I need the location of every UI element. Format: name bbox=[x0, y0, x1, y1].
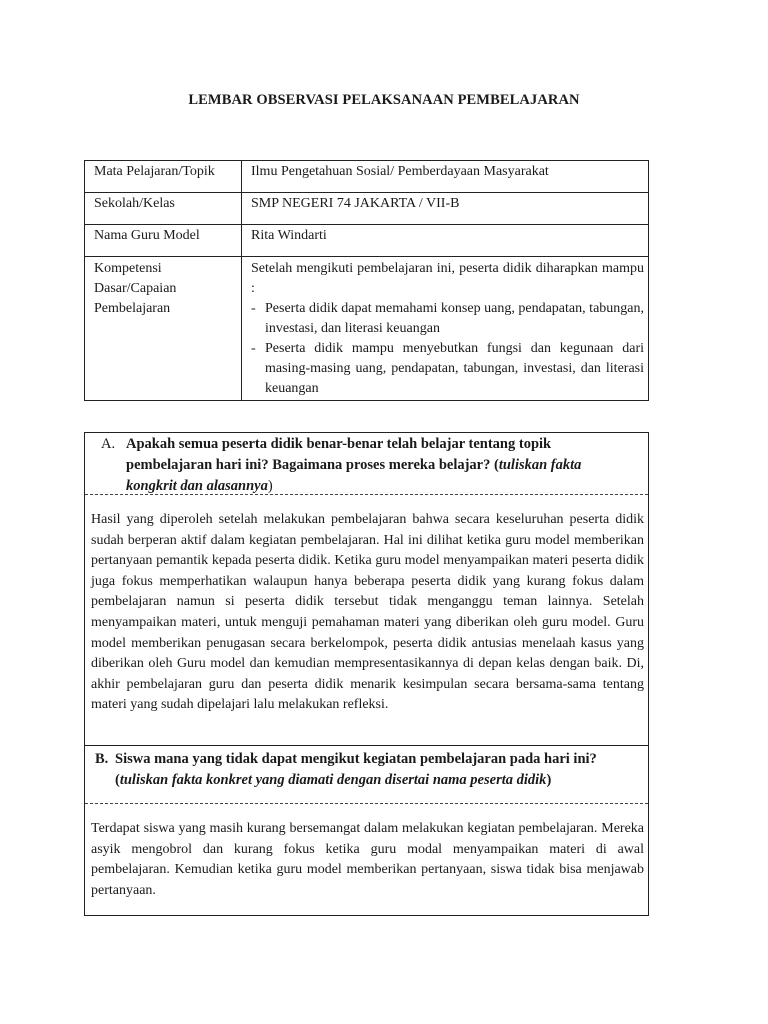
teacher-label: Nama Guru Model bbox=[85, 225, 242, 257]
section-a-question-hint: tuliskan fakta kongkrit dan alasannya bbox=[126, 457, 582, 494]
bullet-marker: - bbox=[251, 301, 256, 316]
bullet-text: Peserta didik dapat memahami konsep uang, pendapatan, tabungan, investasi, dan literasi keuangan bbox=[265, 301, 644, 336]
competency-label-line: Dasar/Capaian bbox=[94, 281, 177, 296]
competency-intro: Setelah mengikuti pembelajaran ini, peserta didik diharapkan mampu : bbox=[251, 261, 644, 296]
teacher-value: Rita Windarti bbox=[242, 225, 649, 257]
section-b-question bbox=[85, 746, 648, 803]
table-row bbox=[85, 257, 649, 401]
school-class-label: Sekolah/Kelas bbox=[85, 193, 242, 225]
page-title: LEMBAR OBSERVASI PELAKSANAAN PEMBELAJARAN bbox=[188, 92, 580, 108]
info-table bbox=[84, 160, 649, 401]
subject-label: Mata Pelajaran/Topik bbox=[85, 161, 242, 193]
section-b bbox=[84, 746, 649, 916]
competency-label-line: Pembelajaran bbox=[94, 301, 171, 316]
section-a bbox=[84, 432, 649, 746]
section-a-number: A. bbox=[101, 436, 116, 452]
bullet-marker: - bbox=[251, 341, 256, 356]
section-b-question-close: ) bbox=[546, 772, 552, 788]
competency-bullet bbox=[251, 339, 644, 399]
section-b-question-text: Siswa mana yang tidak dapat mengikut kegiatan pembelajaran pada hari ini? ( bbox=[115, 751, 597, 788]
section-a-question bbox=[85, 433, 648, 494]
section-a-question-close: ) bbox=[267, 478, 273, 494]
table-row bbox=[85, 161, 649, 193]
section-b-question-hint: tuliskan fakta konkret yang diamati dengan disertai nama peserta didik bbox=[119, 772, 547, 788]
competency-value bbox=[242, 257, 649, 401]
section-a-question-text: Apakah semua peserta didik benar-benar telah belajar tentang topik pembelajaran hari ini? Bagaimana proses mereka belajar? ( bbox=[126, 436, 552, 473]
table-row bbox=[85, 193, 649, 225]
competency-label-line: Kompetensi bbox=[94, 261, 162, 276]
school-class-value: SMP NEGERI 74 JAKARTA / VII-B bbox=[242, 193, 649, 225]
bullet-text: Peserta didik mampu menyebutkan fungsi dan kegunaan dari masing-masing uang, pendapatan, tabungan, investasi, dan literasi keuangan bbox=[265, 341, 644, 396]
section-b-answer: Terdapat siswa yang masih kurang bersemangat dalam melakukan kegiatan pembelajaran. Mereka asyik mengobrol dan kurang fokus ketika guru modal menyampaikan materi di awal pembelajaran. Kemudian ketika guru model memberikan pertanyaan, siswa tidak bisa menjawab pertanyaan. bbox=[91, 821, 644, 898]
competency-bullet bbox=[251, 299, 644, 339]
table-row bbox=[85, 225, 649, 257]
section-a-answer: Hasil yang diperoleh setelah melakukan pembelajaran bahwa secara keseluruhan peserta didik sudah berperan aktif dalam kegiatan pembelajaran. Hal ini dilihat ketika guru model memberikan pertanyaan pemantik kepada peserta didik. Ketika guru model menyampaikan materi peserta didik juga fokus memperhatikan walaupun hanya beberapa peserta didik yang kurang fokus dalam pembelajaran namun si peserta didik tersebut tidak menganggu teman lainnya. Setelah menyampaikan materi, untuk menguji pemahaman materi yang diberikan oleh guru model. Guru model memberikan penugasan secara berkelompok, peserta didik antusias menelaah kasus yang diberikan oleh Guru model dan kemudian mempresentasikannya di depan kelas dengan baik. Di, akhir pembelajaran guru dan peserta didik menarik kesimpulan secara bersama-sama tentang materi yang sudah dipelajari lalu melakukan refleksi. bbox=[91, 512, 644, 713]
subject-value: Ilmu Pengetahuan Sosial/ Pemberdayaan Masyarakat bbox=[242, 161, 649, 193]
competency-label bbox=[85, 257, 242, 401]
section-b-number: B. bbox=[95, 751, 109, 767]
